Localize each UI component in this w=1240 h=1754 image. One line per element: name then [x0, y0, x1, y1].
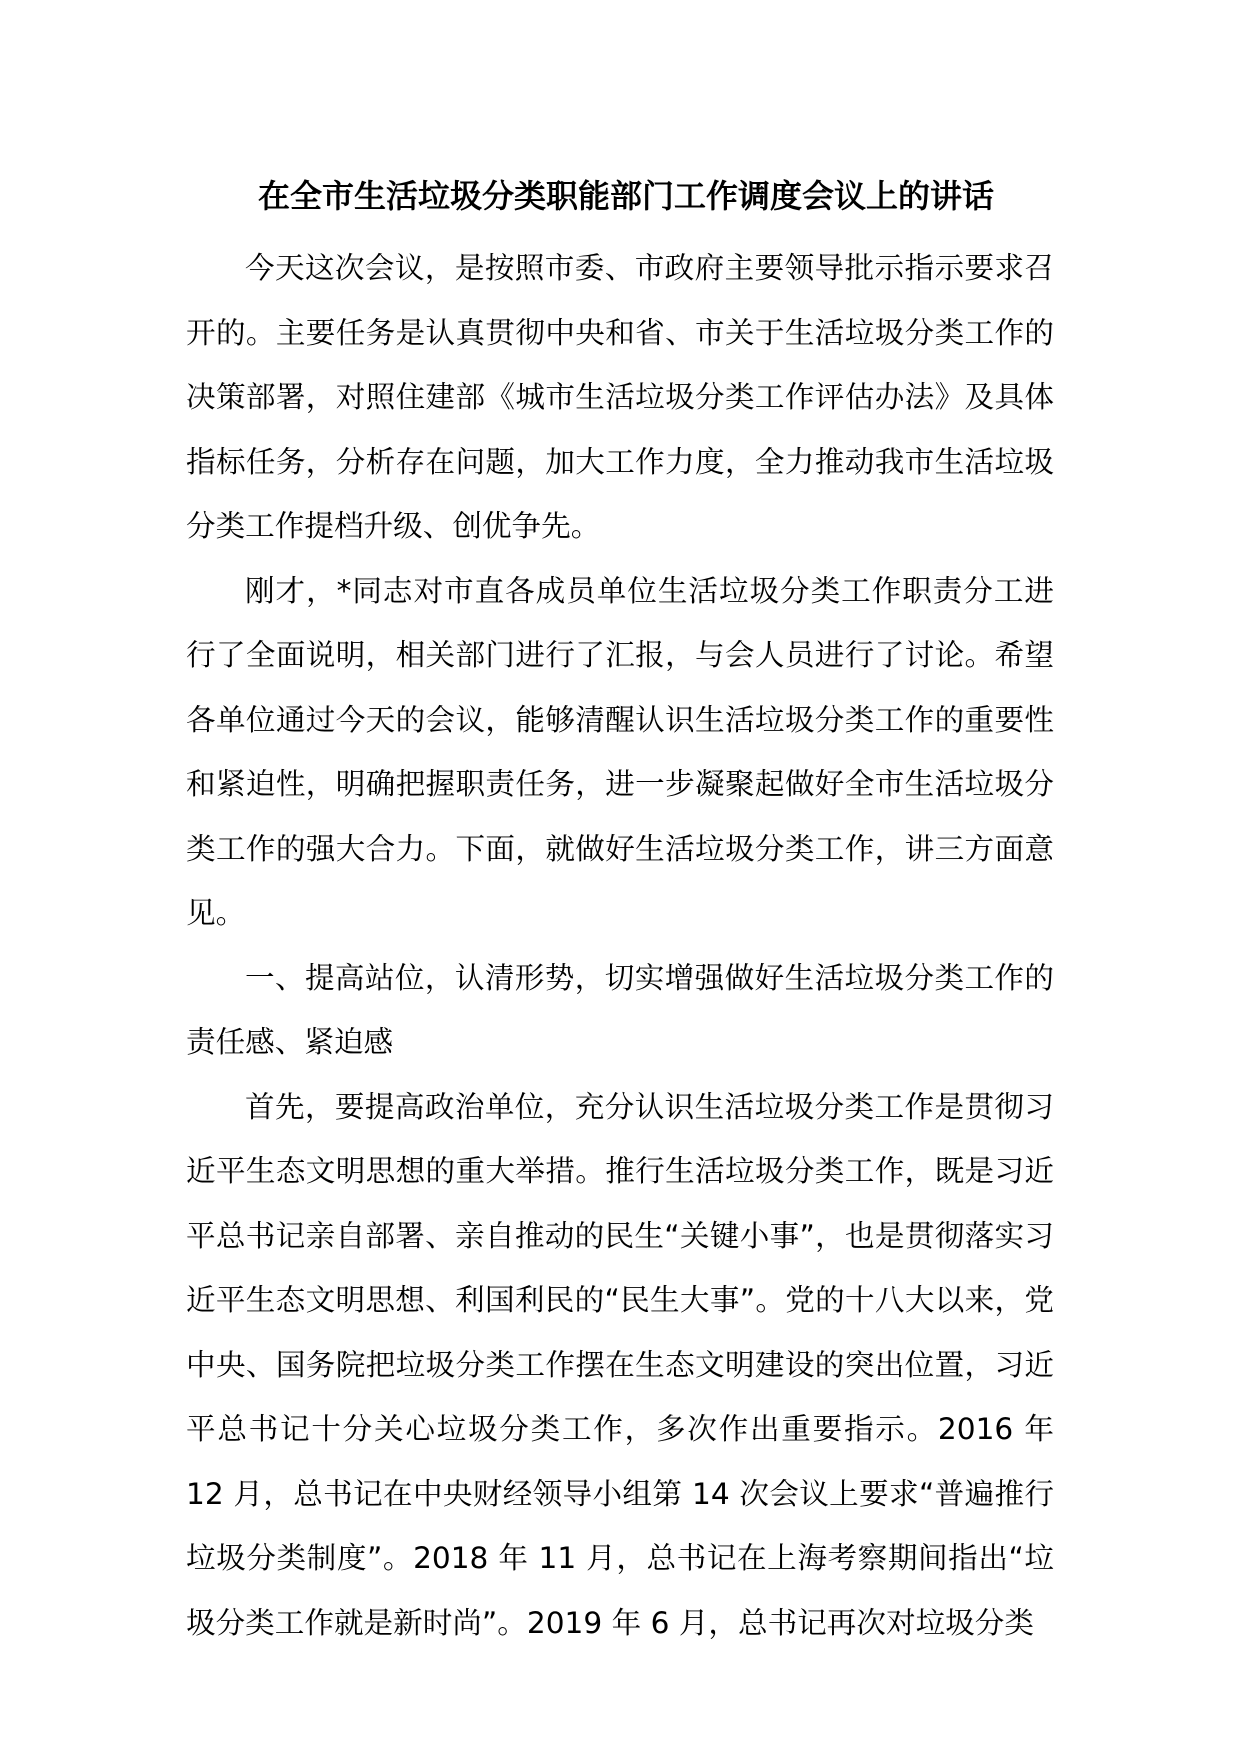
section-heading-one: 一、提高站位，认清形势，切实增强做好生活垃圾分类工作的责任感、紧迫感: [186, 960, 1054, 1059]
document-body: [186, 236, 1054, 1655]
paragraph-intro: 今天这次会议，是按照市委、市政府主要领导批示指示要求召开的。主要任务是认真贯彻中央和省、市关于生活垃圾分类工作的决策部署，对照住建部《城市生活垃圾分类工作评估办法》及具体指标任务，分析存在问题，加大工作力度，全力推动我市生活垃圾分类工作提档升级、创优争先。: [186, 251, 1054, 543]
page-title: 在全市生活垃圾分类职能部门工作调度会议上的讲话: [257, 177, 994, 215]
paragraph-political-stance: 首先，要提高政治单位，充分认识生活垃圾分类工作是贯彻习近平生态文明思想的重大举措。推行生活垃圾分类工作，既是习近平总书记亲自部署、亲自推动的民生“关键小事”，也是贯彻落实习近平生态文明思想、利国利民的“民生大事”。党的十八大以来，党中央、国务院把垃圾分类工作摆在生态文明建设的突出位置，习近平总书记十分关心垃圾分类工作，多次作出重要指示。2016 年 12 月，总书记在中央财经领导小组第 14 次会议上要求“普遍推行垃圾分类制度”。2018 年 11 月，总书记在上海考察期间指出“垃圾分类工作就是新时尚”。2019 年 6 月，总书记再次对垃圾分类: [186, 1089, 1054, 1640]
paragraph-meeting-summary: 刚才，*同志对市直各成员单位生活垃圾分类工作职责分工进行了全面说明，相关部门进行了汇报，与会人员进行了讨论。希望各单位通过今天的会议，能够清醒认识生活垃圾分类工作的重要性和紧迫性，明确把握职责任务，进一步凝聚起做好全市生活垃圾分类工作的强大合力。下面，就做好生活垃圾分类工作，讲三方面意见。: [186, 573, 1054, 930]
